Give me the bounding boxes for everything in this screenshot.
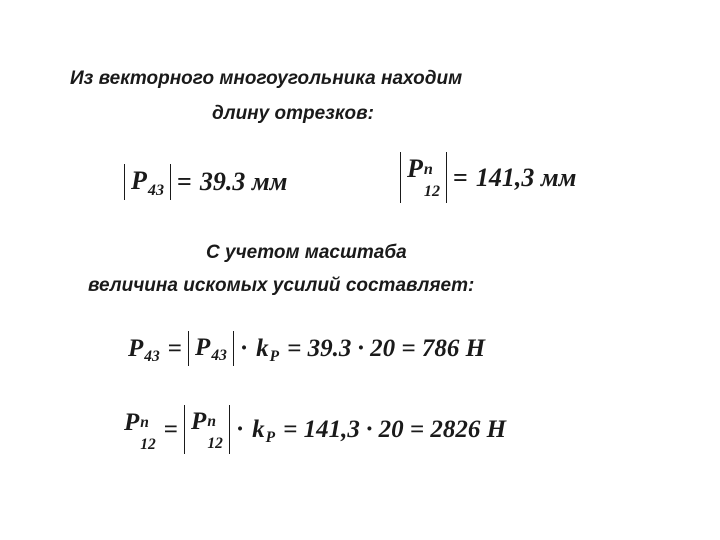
formula-p43-force <box>128 331 485 366</box>
abs-value-bars <box>188 331 234 366</box>
symbol-superscript: n <box>207 412 216 430</box>
symbol-letter: k <box>256 335 269 362</box>
symbol-subscript: 12 <box>423 183 440 201</box>
symbol-p12n <box>407 154 440 201</box>
scale-line-1: С учетом масштаба <box>206 242 407 263</box>
multiply-dot: · <box>239 335 249 362</box>
multiply-dot: · <box>235 416 245 443</box>
symbol-indices <box>140 413 156 454</box>
formula-expression: = 141,3 · 20 = 2826 Н <box>283 416 507 443</box>
abs-value-bars <box>184 405 230 454</box>
abs-value-bars <box>400 152 447 203</box>
symbol-subscript: P <box>269 348 280 366</box>
equals-sign: = <box>177 167 192 196</box>
symbol-letter: k <box>252 416 265 443</box>
symbol-subscript: 12 <box>207 434 223 452</box>
symbol-letter: P <box>407 154 423 183</box>
formula-value: 39.3 мм <box>199 167 288 196</box>
equals-sign: = <box>167 335 183 362</box>
symbol-kp <box>252 416 276 447</box>
symbol-letter: P <box>128 335 144 362</box>
symbol-subscript: 43 <box>211 347 227 365</box>
symbol-subscript: P <box>265 429 276 447</box>
symbol-indices <box>207 412 223 453</box>
symbol-letter: P <box>131 166 147 195</box>
formula-expression: = 39.3 · 20 = 786 Н <box>287 335 486 362</box>
symbol-p43 <box>131 166 164 199</box>
symbol-kp <box>256 335 280 366</box>
symbol-letter: P <box>195 334 211 361</box>
formula-p12n-force <box>124 405 506 454</box>
equals-sign: = <box>163 416 179 443</box>
symbol-p12n <box>124 409 156 453</box>
symbol-indices <box>423 160 440 203</box>
formula-value: 141,3 мм <box>475 162 577 192</box>
symbol-subscript: 43 <box>144 348 160 366</box>
symbol-subscript: 43 <box>147 181 164 199</box>
symbol-letter: P <box>124 409 140 436</box>
symbol-subscript: 12 <box>140 435 156 453</box>
equals-sign: = <box>453 162 468 192</box>
intro-line-1: Из векторного многоугольника находим <box>70 68 463 89</box>
symbol-letter: P <box>191 408 207 435</box>
symbol-superscript: n <box>140 413 149 431</box>
abs-value-bars <box>124 164 171 200</box>
intro-line-2: длину отрезков: <box>212 103 374 124</box>
symbol-p12n <box>191 408 223 452</box>
scale-line-2: величина искомых усилий составляет: <box>88 275 475 296</box>
symbol-p43 <box>128 335 160 366</box>
symbol-superscript: n <box>423 160 433 178</box>
formula-p12n-length <box>394 152 576 203</box>
symbol-p43 <box>195 334 227 365</box>
formula-p43-length <box>118 164 287 200</box>
